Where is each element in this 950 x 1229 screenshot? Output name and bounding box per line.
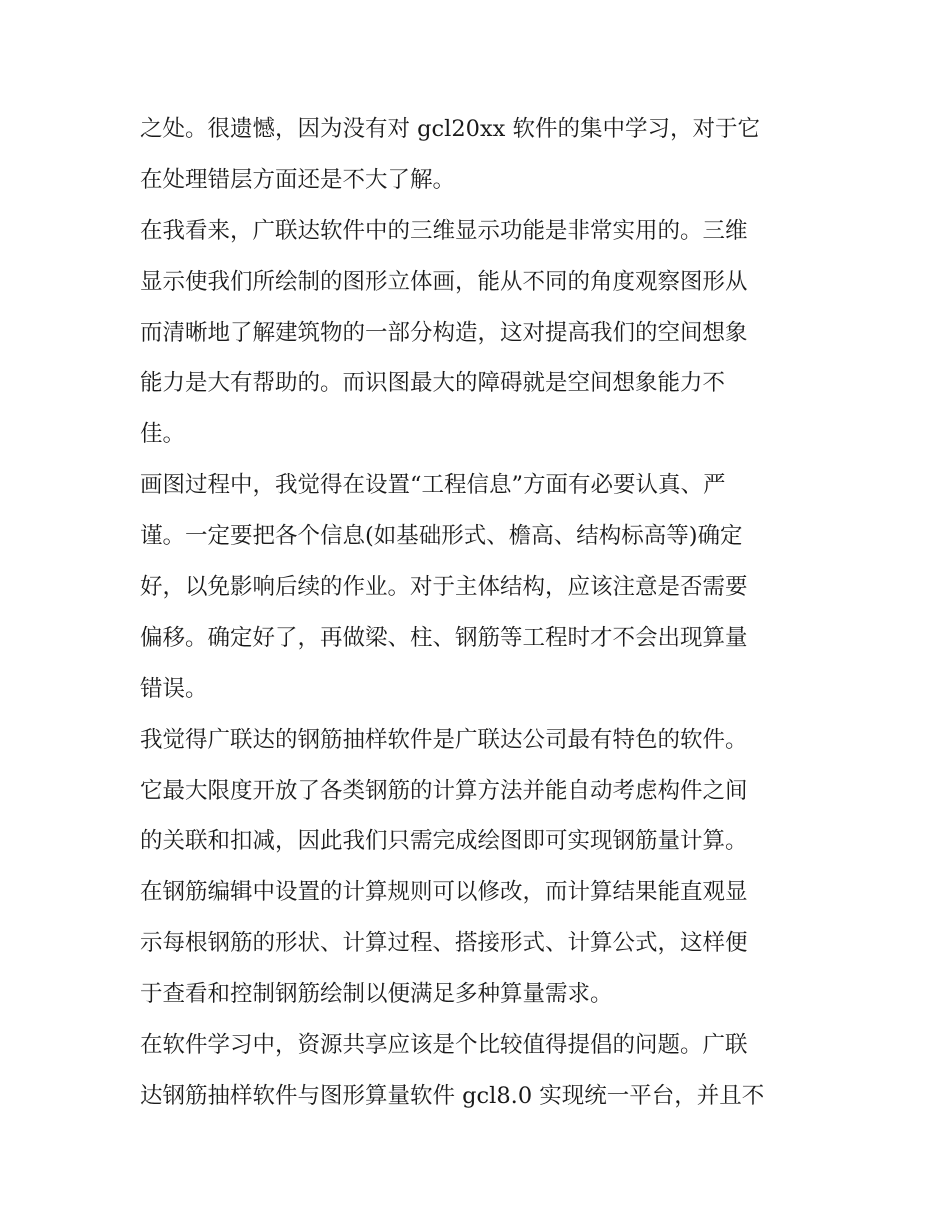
text-line: 我觉得广联达的钢筋抽样软件是广联达公司最有特色的软件。 [140,726,748,753]
text-line: 的关联和扣减，因此我们只需完成绘图即可实现钢筋量计算。 [140,828,748,855]
text-line: 达钢筋抽样软件与图形算量软件 gcl8.0 实现统一平台，并且不 [140,1082,765,1109]
text-line: 错误。 [140,675,208,702]
text-line: 示每根钢筋的形状、计算过程、搭接形式、计算公式，这样便 [140,930,748,957]
text-line: 好，以免影响后续的作业。对于主体结构，应该注意是否需要 [140,574,748,601]
text-line: 画图过程中，我觉得在设置“工程信息”方面有必要认真、严 [140,472,726,499]
text-line: 显示使我们所绘制的图形立体画，能从不同的角度观察图形从 [140,268,748,295]
text-line: 它最大限度开放了各类钢筋的计算方法并能自动考虑构件之间 [140,777,748,804]
text-line: 之处。很遗憾，因为没有对 gcl20xx 软件的集中学习，对于它 [140,116,761,142]
text-line: 佳。 [140,421,186,448]
text-line: 在我看来，广联达软件中的三维显示功能是非常实用的。三维 [140,217,748,244]
text-line: 在处理错层方面还是不大了解。 [140,166,456,193]
text-line: 在钢筋编辑中设置的计算规则可以修改，而计算结果能直观显 [140,879,748,906]
document-body [140,104,820,1122]
text-line: 偏移。确定好了，再做梁、柱、钢筋等工程时才不会出现算量 [140,624,748,651]
text-line: 在软件学习中，资源共享应该是个比较值得提倡的问题。广联 [140,1032,748,1059]
text-line: 而清晰地了解建筑物的一部分构造，这对提高我们的空间想象 [140,319,748,346]
text-line: 能力是大有帮助的。而识图最大的障碍就是空间想象能力不 [140,370,726,397]
text-line: 谨。一定要把各个信息(如基础形式、檐高、结构标高等)确定 [140,523,743,550]
text-line: 于查看和控制钢筋绘制以便满足多种算量需求。 [140,981,613,1008]
